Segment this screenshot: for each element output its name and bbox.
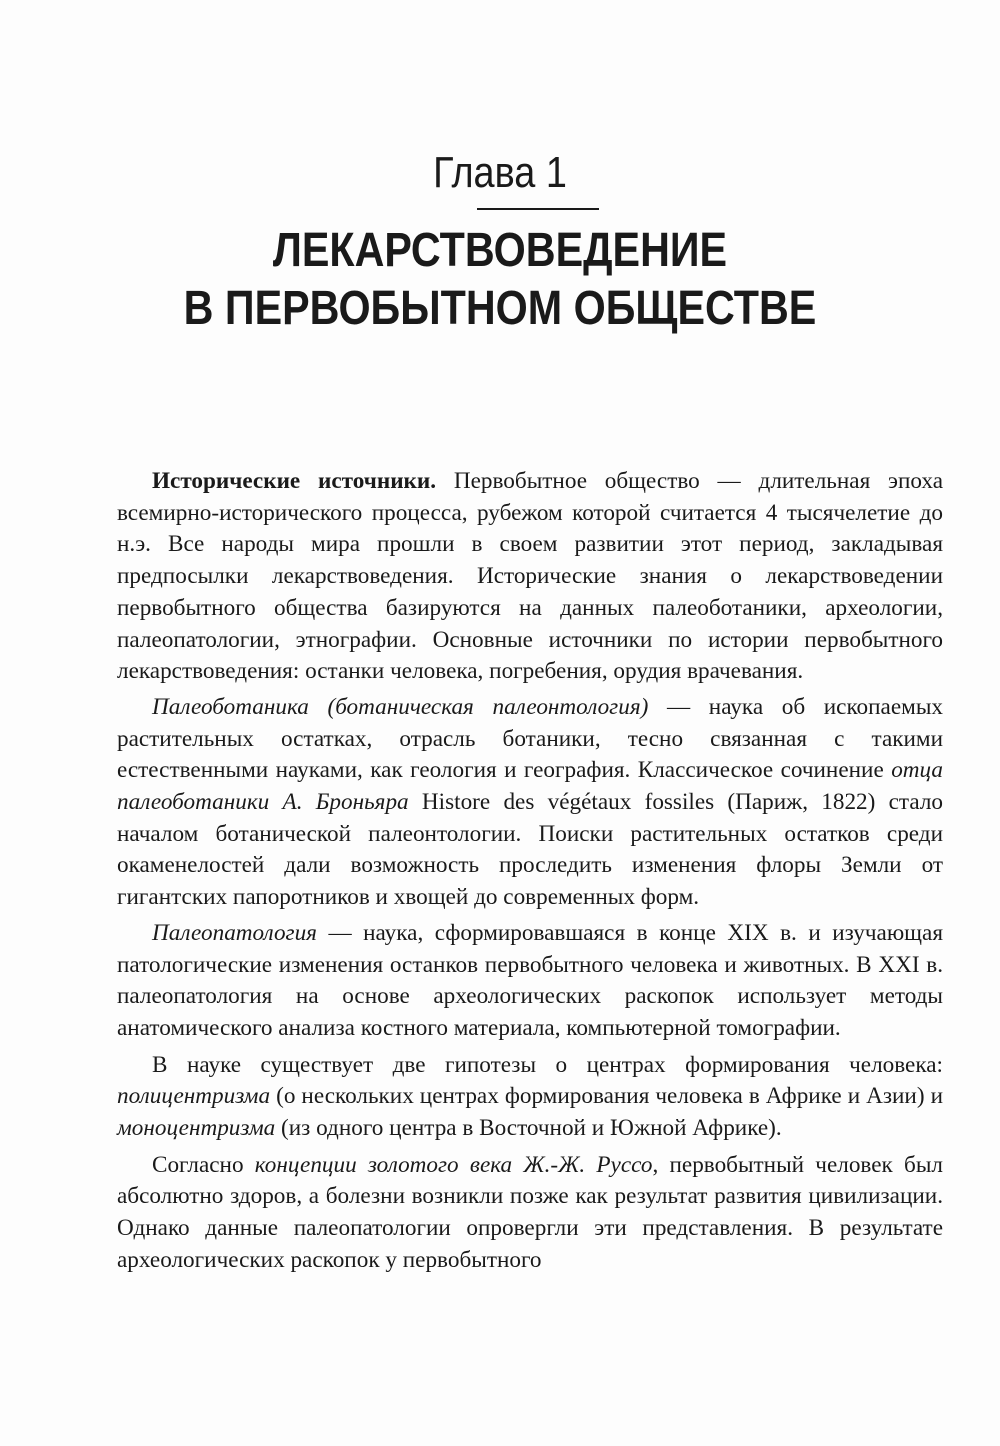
paragraph-paleopathology (117, 918, 943, 1045)
paragraph-historical-sources (117, 466, 943, 688)
paragraph-text: (из одного центра в Восточной и Южной Африке). (275, 1115, 782, 1142)
paragraph-paleobotany (117, 692, 943, 914)
paragraph-text: — наука об ископаемых растительных остатках, отрасль ботаники, тесно связанная с такими естественными науками, как геология и география. Классическое сочинение (117, 693, 943, 784)
chapter-title (70, 222, 930, 338)
chapter-title-line-2: В ПЕРВОБЫТНОМ ОБЩЕСТВЕ (183, 282, 817, 335)
body-text (117, 466, 943, 1281)
paragraph-text: , первобытный человек был абсолютно здоров, а болезни возникли позже как результат развития цивилизации. Однако данные палеопатологии опровергли эти представления. В результате археологических раскопок у первобытного (117, 1151, 943, 1273)
term-golden-age: концепции золотого века Ж.-Ж. Руссо (254, 1151, 653, 1178)
term-monocentrism: моноцентризма (117, 1115, 276, 1142)
paragraph-text: Первобытное общество — длительная эпоха всемирно-исторического процесса, рубежом которой считается 4 тысячелетие до н.э. Все народы мира прошли в своем развитии этот период, закладывая предпосылки лекарствоведения. Исторические знания о лекарствоведении первобытного общества базируются на данных палеоботаники, археологии, палеопатологии, этнографии. Основные источники по истории первобытного лекарствоведения: останки человека, погребения, орудия врачевания. (117, 468, 943, 685)
term-paleobotany: Палеоботаника (ботаническая палеонтология) (152, 693, 649, 720)
paragraph-text: (о нескольких центрах формирования человека в Африке и Азии) и (270, 1083, 943, 1110)
paragraph-rousseau (117, 1150, 943, 1277)
term-polycentrism: полицентризма (117, 1083, 271, 1110)
chapter-number: Глава 1 (433, 148, 567, 197)
term-paleopathology: Палеопатология (152, 919, 317, 946)
chapter-underline (477, 208, 599, 210)
chapter-title-line-1: ЛЕКАРСТВОВЕДЕНИЕ (272, 224, 728, 277)
term-brongniart: отца палеоботаники А. Броньяра (117, 757, 943, 816)
paragraph-lead: Исторические источники. (152, 468, 437, 494)
paragraph-text: Histore des végétaux fossiles (Париж, 1822) стало началом ботанической палеонтологии. Поиски растительных остатков среди окаменелостей дали возможность проследить изменения флоры Земли от гигантских папоротников и хвощей до современных форм. (117, 789, 944, 911)
paragraph-text: В науке существует две гипотезы о центрах формирования человека: (152, 1051, 943, 1078)
paragraph-text: Согласно (152, 1151, 255, 1178)
paragraph-text: — наука, сформировавшаяся в конце XIX в. и изучающая патологические изменения останков первобытного человека и животных. В XXI в. палеопатология на основе археологических раскопок использует методы анатомического анализа костного материала, компьютерной томографии. (117, 919, 943, 1041)
paragraph-hypotheses (117, 1050, 943, 1145)
